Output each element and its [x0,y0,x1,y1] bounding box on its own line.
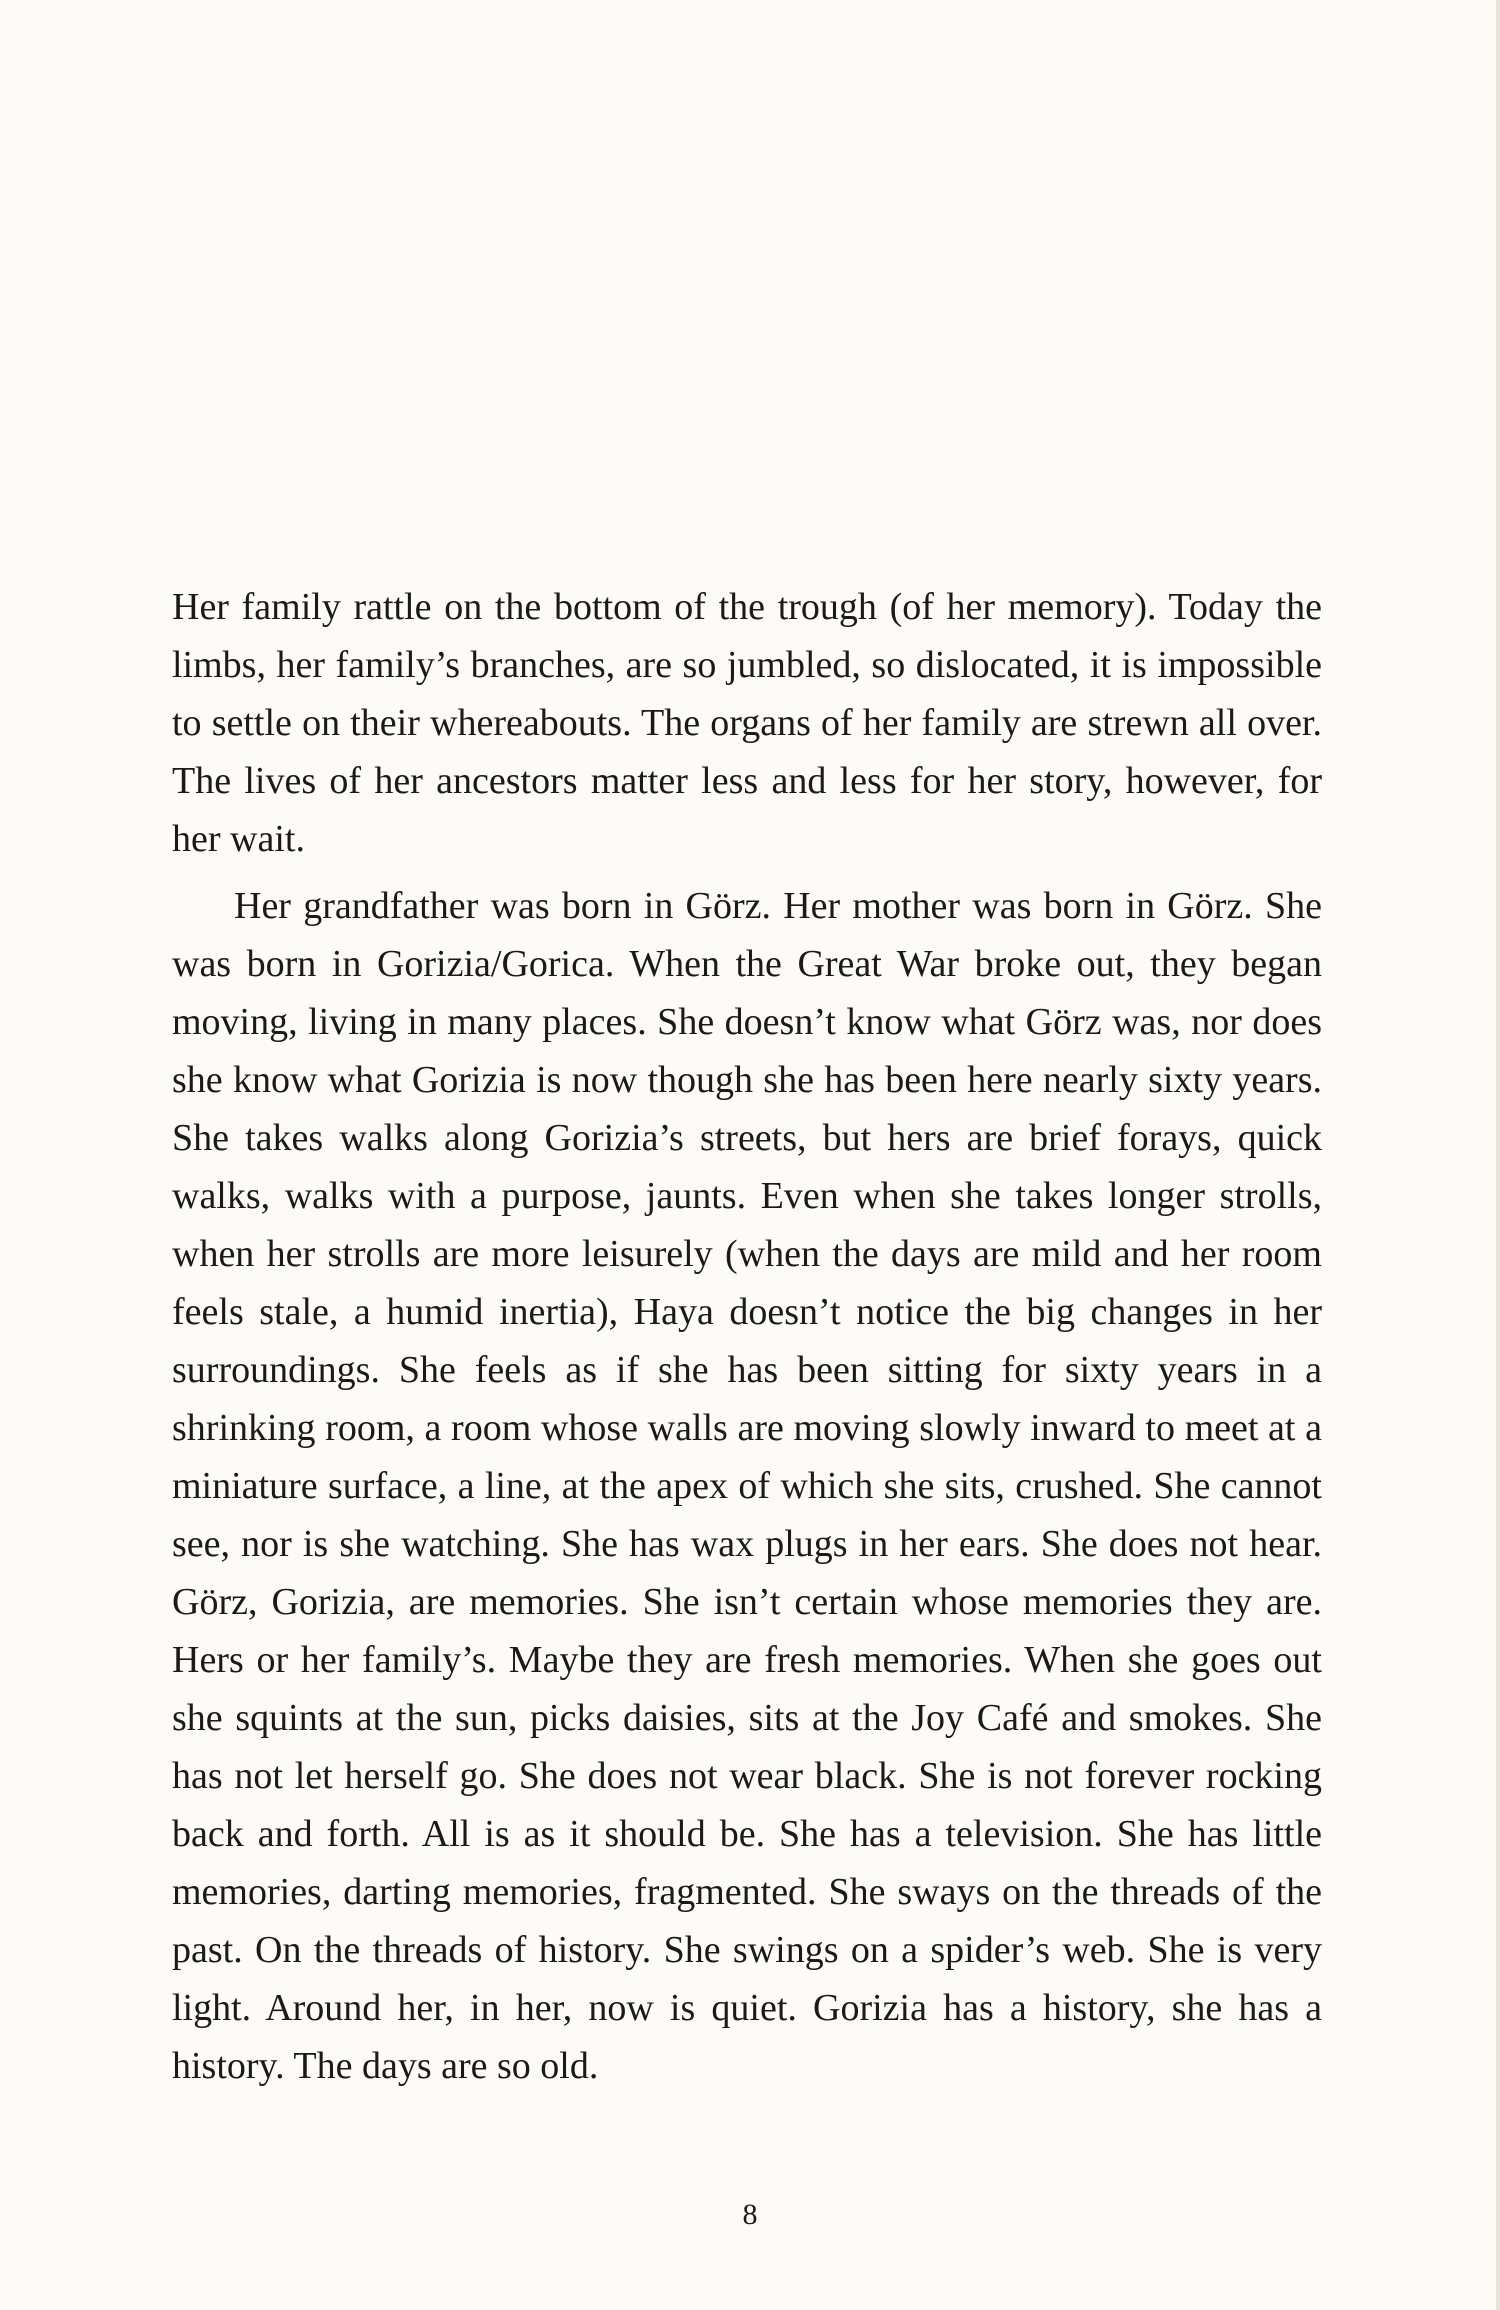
paragraph-2: Her grandfather was born in Görz. Her mother was born in Görz. She was born in Gorizia/Gorica. When the Great War broke out, they began moving, living in many places. She doesn’t know what Görz was, nor does she know what Gorizia is now though she has been here nearly sixty years. She takes walks along Gorizia’s streets, but hers are brief forays, quick walks, walks with a purpose, jaunts. Even when she takes longer strolls, when her strolls are more leisurely (when the days are mild and her room feels stale, a humid inertia), Haya doesn’t notice the big changes in her surroundings. She feels as if she has been sitting for sixty years in a shrinking room, a room whose walls are moving slowly inward to meet at a miniature surface, a line, at the apex of which she sits, crushed. She cannot see, nor is she watching. She has wax plugs in her ears. She does not hear. Görz, Gorizia, are memories. She isn’t certain whose memories they are. Hers or her family’s. Maybe they are fresh memories. When she goes out she squints at the sun, picks daisies, sits at the Joy Café and smokes. She has not let herself go. She does not wear black. She is not forever rocking back and forth. All is as it should be. She has a television. She has little memories, darting memories, fragmented. She sways on the threads of the past. On the threads of history. She swings on a spider’s web. She is very light. Around her, in her, now is quiet. Gorizia has a history, she has a history. The days are so old. [172,885,1322,2087]
page-edge [1496,0,1500,2310]
page-number: 8 [742,2198,758,2231]
paragraph-1: Her family rattle on the bottom of the trough (of her memory). Today the limbs, her family’s branches, are so jumbled, so dislocated, it is impossible to settle on their whereabouts. The organs of her family are strewn all over. The lives of her ancestors matter less and less for her story, however, for her wait. [172,586,1322,860]
body-text [172,578,1322,2095]
